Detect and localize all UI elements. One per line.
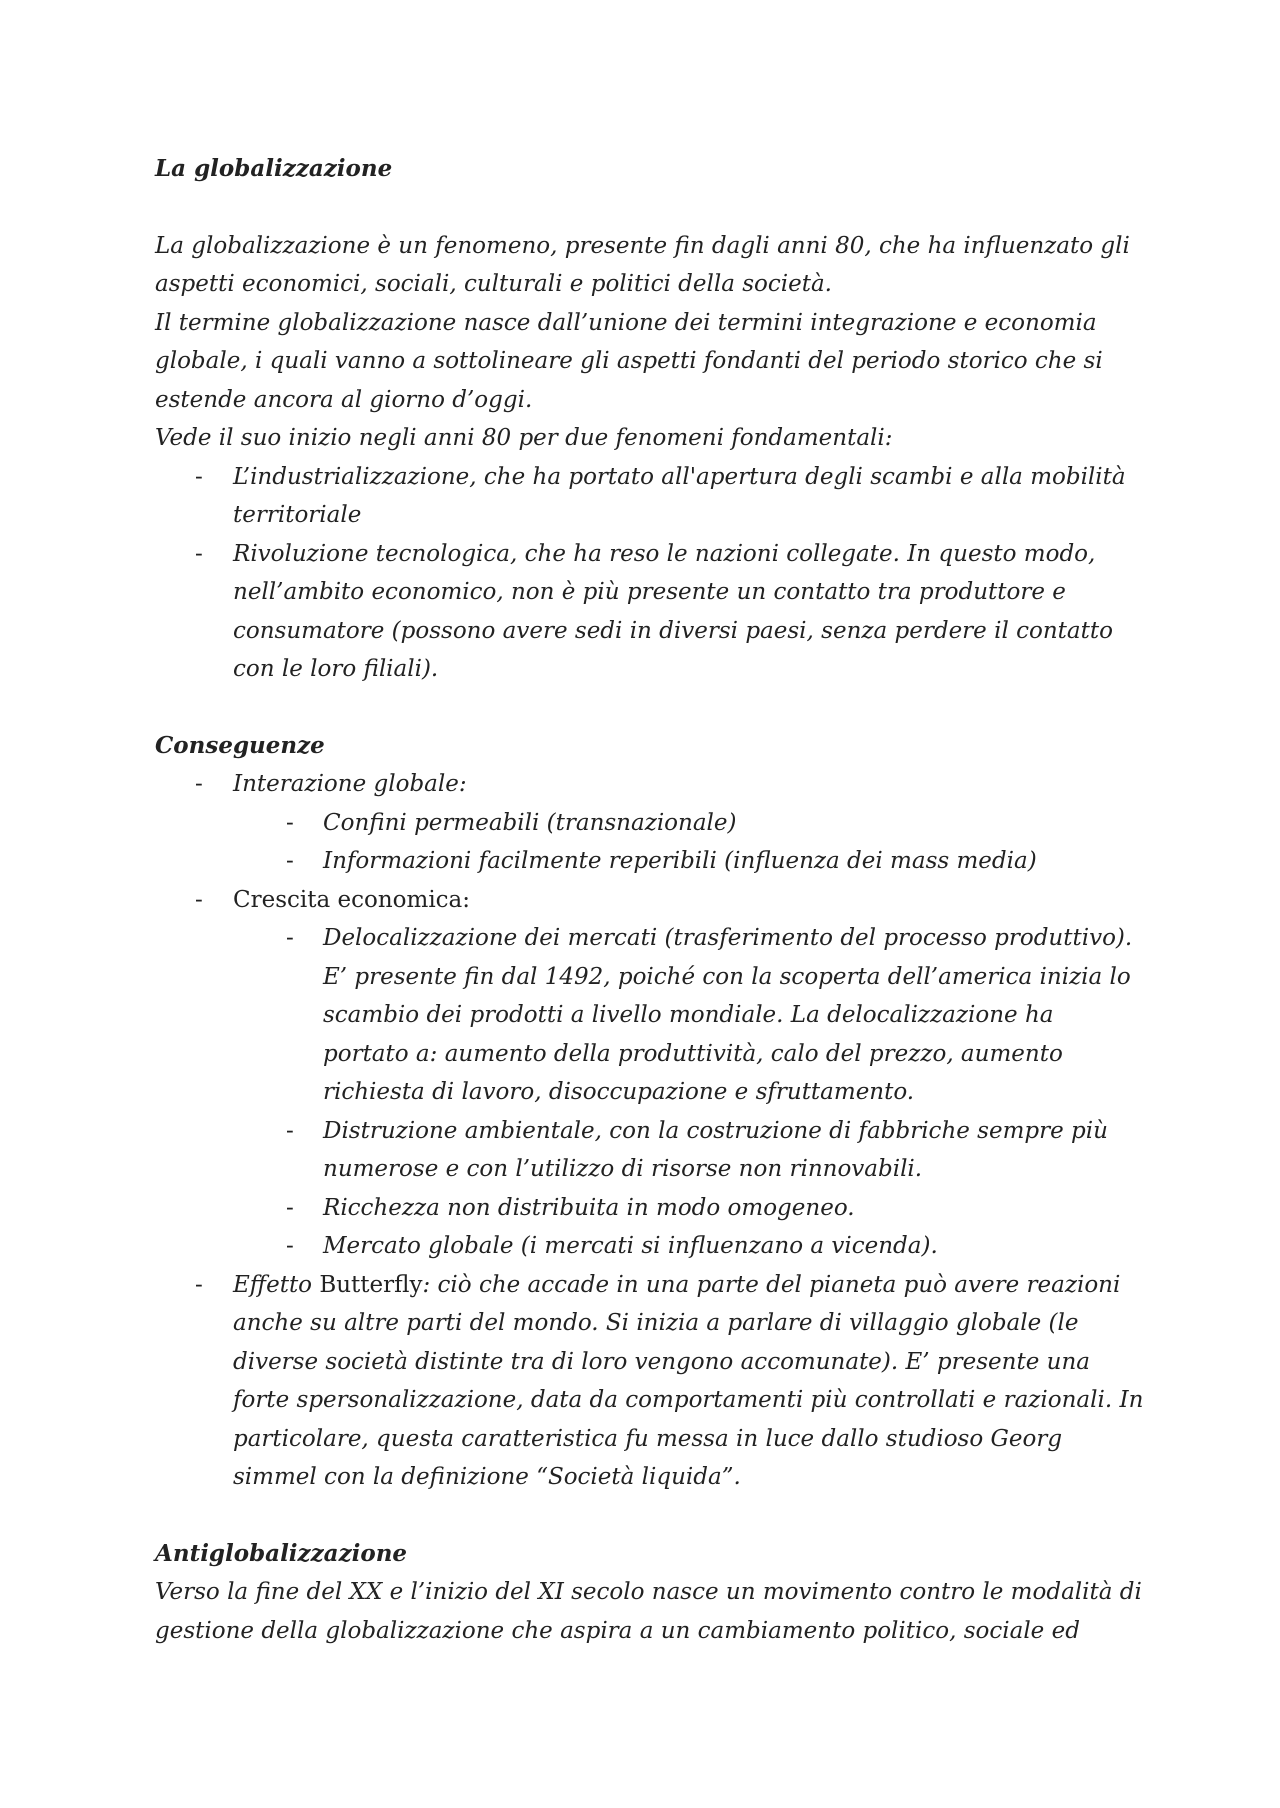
dash-bullet: - bbox=[286, 1233, 294, 1259]
subitem-distruzione-ambientale: Distruzione ambientale, con la costruzione di fabbriche sempre più numerose e con l’utilizzo di risorse non rinnovabili. bbox=[323, 1117, 1108, 1182]
dash-bullet: - bbox=[286, 925, 294, 951]
spacer bbox=[155, 189, 1145, 227]
heading-globalizzazione: La globalizzazione bbox=[155, 155, 393, 182]
item-effetto-butterfly bbox=[233, 1272, 1143, 1491]
paragraph-intro: La globalizzazione è un fenomeno, presente fin dagli anni 80, che ha influenzato gli aspetti economici, sociali, culturali e politici della società. bbox=[155, 232, 1130, 297]
list-item bbox=[155, 842, 1145, 881]
paragraph-termine: Il termine globalizzazione nasce dall’unione dei termini integrazione e economia globale, i quali vanno a sottolineare gli aspetti fondanti del periodo storico che si estende ancora al giorno d’oggi. bbox=[155, 309, 1103, 413]
list-fenomeni bbox=[155, 458, 1145, 689]
document-page bbox=[155, 150, 1145, 1650]
dash-bullet: - bbox=[195, 1271, 203, 1298]
list-conseguenze bbox=[155, 765, 1145, 1497]
paragraph-antiglobalizzazione: Verso la fine del XX e l’inizio del XI secolo nasce un movimento contro le modalità di gestione della globalizzazione che aspira a un cambiamento politico, sociale ed bbox=[155, 1579, 1142, 1644]
dash-bullet: - bbox=[195, 886, 203, 913]
subitem-mercato-globale: Mercato globale (i mercati si influenzano a vicenda). bbox=[323, 1233, 938, 1259]
list-item bbox=[155, 1266, 1145, 1497]
subitem-ricchezza: Ricchezza non distribuita in modo omogeneo. bbox=[323, 1194, 855, 1221]
butterfly-text: : ciò che accade in una parte del pianeta può avere reazioni anche su altre parti del mondo. Si inizia a parlare di villaggio globale (le diverse società distinte tra di loro vengono accomunate). E’ presente una forte spersonalizzazione, data da comportamenti più controllati e razionali. In particolare, questa caratteristica fu messa in luce dallo studioso Georg simmel con la definizione “Società liquida”. bbox=[233, 1271, 1144, 1490]
item-industrializzazione: L’industrializzazione, che ha portato all'apertura degli scambi e alla mobilità territoriale bbox=[233, 463, 1126, 528]
butterfly-term: Butterfly bbox=[319, 1271, 423, 1298]
heading-antiglobalizzazione: Antiglobalizzazione bbox=[155, 1539, 408, 1567]
heading-conseguenze: Conseguenze bbox=[155, 731, 325, 759]
list-item bbox=[155, 919, 1145, 1112]
subitem-confini: Confini permeabili (transnazionale) bbox=[323, 809, 737, 836]
list-item bbox=[155, 765, 1145, 804]
dash-bullet: - bbox=[286, 1194, 294, 1221]
dash-bullet: - bbox=[286, 1117, 294, 1144]
list-item bbox=[155, 881, 1145, 920]
spacer bbox=[155, 689, 1145, 727]
dash-bullet: - bbox=[286, 848, 294, 874]
paragraph-inizio: Vede il suo inizio negli anni 80 per due fenomeni fondamentali: bbox=[155, 425, 893, 451]
subitem-informazioni: Informazioni facilmente reperibili (influenza dei mass media) bbox=[323, 848, 1037, 874]
list-item bbox=[155, 1227, 1145, 1266]
list-item bbox=[155, 458, 1145, 535]
item-rivoluzione-tecnologica: Rivoluzione tecnologica, che ha reso le nazioni collegate. In questo modo, nell’ambito economico, non è più presente un contatto tra produttore e consumatore (possono avere sedi in diversi paesi, senza perdere il contatto con le loro filiali). bbox=[233, 540, 1113, 682]
spacer bbox=[155, 1497, 1145, 1535]
item-crescita-economica: Crescita economica: bbox=[233, 886, 471, 913]
butterfly-lead: Effetto bbox=[233, 1271, 320, 1298]
item-interazione-globale: Interazione globale: bbox=[233, 771, 467, 797]
dash-bullet: - bbox=[195, 771, 203, 797]
dash-bullet: - bbox=[195, 540, 203, 567]
list-item bbox=[155, 1112, 1145, 1189]
subitem-delocalizzazione: Delocalizzazione dei mercati (trasferimento del processo produttivo). E’ presente fin dal 1492, poiché con la scoperta dell’america inizia lo scambio dei prodotti a livello mondiale. La delocalizzazione ha portato a: aumento della produttività, calo del prezzo, aumento richiesta di lavoro, disoccupazione e sfruttamento. bbox=[323, 925, 1133, 1105]
dash-bullet: - bbox=[286, 809, 294, 836]
list-item bbox=[155, 804, 1145, 843]
list-item bbox=[155, 535, 1145, 689]
list-item bbox=[155, 1189, 1145, 1228]
dash-bullet: - bbox=[195, 463, 203, 490]
